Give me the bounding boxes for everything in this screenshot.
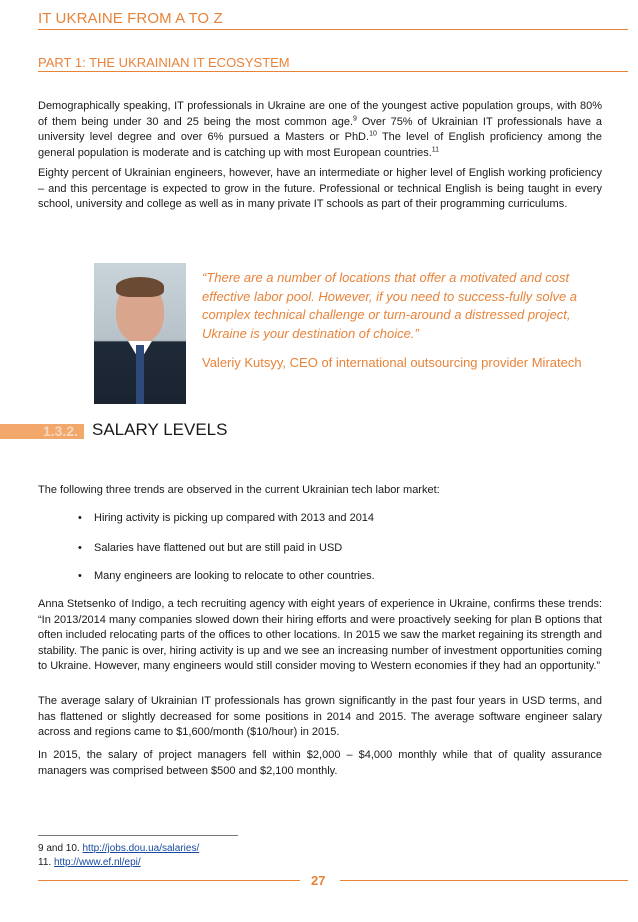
subheader-divider <box>38 71 628 72</box>
page-footer-rule-right <box>340 880 628 881</box>
footnote-ref: 11 <box>431 146 440 154</box>
pull-quote: “There are a number of locations that offer a motivated and cost effective labor pool. However, if you need to success-fully solve a complex technical challenge or turn-around a distressed project, Ukraine is your destination of choice.” <box>202 270 578 341</box>
footnote-11: 11. http://www.ef.nl/epi/ <box>38 857 141 868</box>
paragraph-pm-salary: In 2015, the salary of project managers fell within $2,000 – $4,000 monthly while that of quality assurance managers was comprised between $500 and $2,100 monthly. <box>38 749 602 777</box>
footnote-link-ef[interactable]: http://www.ef.nl/epi/ <box>53 857 141 868</box>
footnote-ref: 10 <box>369 130 377 138</box>
running-header-subtitle: PART 1: THE UKRAINIAN IT ECOSYSTEM <box>38 55 290 70</box>
paragraph-stetsenko: Anna Stetsenko of Indigo, a tech recruiting agency with eight years of experience in Ukraine, confirms these trends: “In 2013/2014 many companies slowed down their hiring efforts and were proactively seeking for plan B options that often included relocating parts of the offices to other locations. In 2015 we saw the market regaining its strength and stability. The panic is over, hiring activity is up and we see an increasing number of investment opportunities coming to Ukraine. However, many engineers would still consider moving to Western economies if they had an opportunity.” <box>38 598 602 673</box>
list-item: • Many engineers are looking to relocate to other countries. <box>78 570 375 582</box>
intro-paragraph-2: Eighty percent of Ukrainian engineers, however, have an intermediate or higher level of English working proficiency – and this percentage is expected to grow in the future. Professional or technical English is being taught in every school, university and college as well as in many private IT schools as part of their programming curriculums. <box>38 167 602 211</box>
portrait-tie <box>136 345 144 404</box>
footnote-link-dou[interactable]: http://jobs.dou.ua/salaries/ <box>82 843 200 854</box>
list-item: • Hiring activity is picking up compared with 2013 and 2014 <box>78 512 374 524</box>
paragraph-average-salary: The average salary of Ukrainian IT professionals has grown significantly in the past four years in USD terms, and has flattened or slightly decreased for some positions in 2014 and 2015. The average software engineer salary across and regions came to $1,600/month ($10/hour) in 2015. <box>38 695 602 739</box>
footnote-ref: 9 <box>353 114 357 122</box>
portrait-hair <box>116 277 164 297</box>
page-footer-rule-left <box>38 880 300 881</box>
portrait-photo <box>94 263 186 404</box>
intro-paragraph-1: Demographically speaking, IT professionals in Ukraine are one of the youngest active population groups, with 80% of them being under 30 and 25 being the most common age.$^9$ Over 75% of Ukrainian IT professionals have a university level degree and over 6% pursued a Masters or PhD.$^{10}$ The level of English proficiency among the general population is moderate and is catching up with most European countries.$^{11}$ <box>38 100 602 159</box>
pull-quote-author: Valeriy Kutsyy, CEO of international outsourcing provider Miratech <box>202 355 582 370</box>
list-item: • Salaries have flattened out but are still paid in USD <box>78 542 342 554</box>
running-header-title: IT UKRAINE FROM A TO Z <box>38 10 223 27</box>
footnote-9-10: 9 and 10. http://jobs.dou.ua/salaries/ <box>38 843 200 854</box>
footnote-divider <box>38 835 238 836</box>
page-number: 27 <box>311 873 326 888</box>
header-divider <box>38 29 628 30</box>
section-lead: The following three trends are observed in the current Ukrainian tech labor market: <box>38 484 440 496</box>
section-number-badge: 1.3.2. <box>0 424 84 439</box>
section-title: SALARY LEVELS <box>92 420 228 439</box>
